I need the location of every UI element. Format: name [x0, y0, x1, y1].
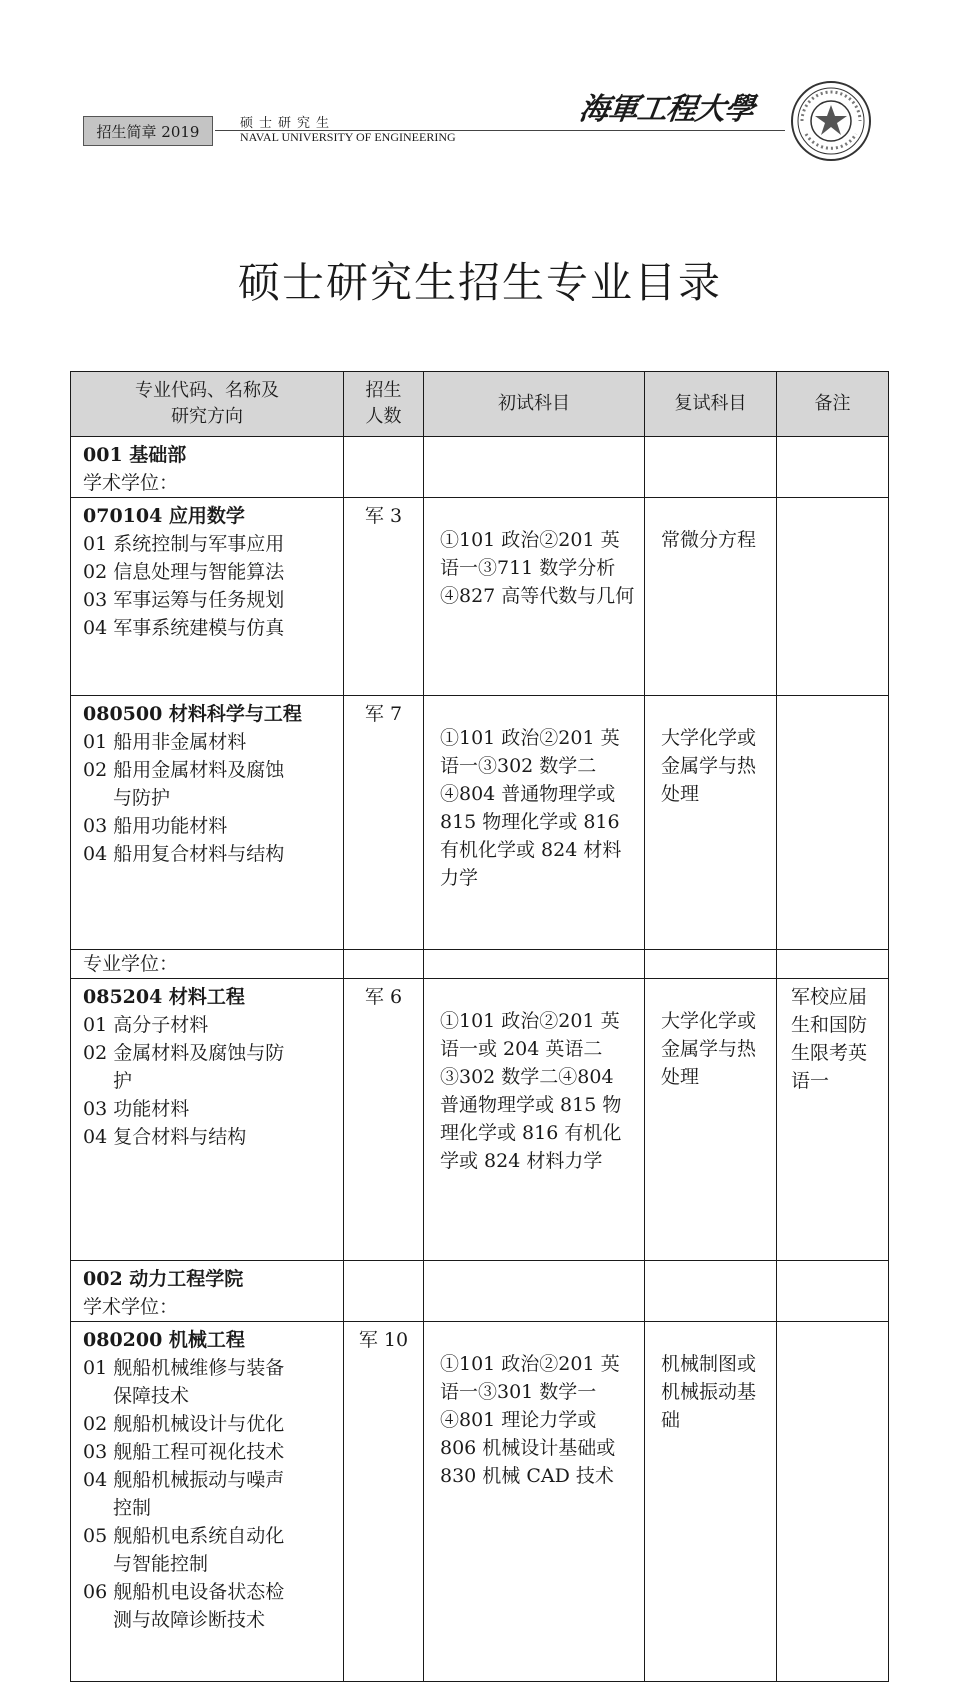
retest-cell: 机械制图或机械振动基础	[645, 1322, 777, 1682]
page-title: 硕士研究生招生专业目录	[237, 258, 722, 307]
header-quota	[344, 372, 424, 437]
empty-cell	[344, 437, 424, 498]
direction: 02 信息处理与智能算法	[83, 561, 285, 583]
first-exam-cell: ①101 政治②201 英语一③301 数学一④801 理论力学或 806 机械设计基础或 830 机械 CAD 技术	[424, 1322, 645, 1682]
header-notes: 备注	[777, 372, 889, 437]
empty-cell	[777, 1261, 889, 1322]
major-cell	[71, 1322, 344, 1682]
direction: 01 船用非金属材料	[83, 731, 247, 753]
direction: 06 舰船机电设备状态检	[83, 1581, 285, 1603]
direction: 02 船用金属材料及腐蚀	[83, 759, 285, 781]
university-seal-icon	[790, 80, 872, 162]
direction: 01 系统控制与军事应用	[83, 533, 285, 555]
retest-cell: 常微分方程	[645, 498, 777, 696]
major-code: 085204 材料工程	[83, 986, 245, 1008]
quota-cell: 军 3	[344, 498, 424, 696]
direction: 01 高分子材料	[83, 1014, 209, 1036]
direction: 04 复合材料与结构	[83, 1126, 247, 1148]
direction: 04 船用复合材料与结构	[83, 843, 285, 865]
direction: 05 舰船机电系统自动化	[83, 1525, 285, 1547]
header-subtitle-cn: 硕士研究生	[240, 116, 336, 131]
quota-cell: 军 6	[344, 979, 424, 1261]
university-calligraphy-logo: 海軍工程大學	[577, 92, 756, 127]
header-subtitle-en: NAVAL UNIVERSITY OF ENGINEERING	[240, 130, 456, 144]
major-cell	[71, 696, 344, 950]
table-row	[71, 437, 889, 498]
major-cell	[71, 979, 344, 1261]
header-retest: 复试科目	[645, 372, 777, 437]
retest-cell: 大学化学或金属学与热处理	[645, 696, 777, 950]
table-row	[71, 1261, 889, 1322]
department-cell	[71, 437, 344, 498]
first-exam-cell: ①101 政治②201 英语一③711 数学分析④827 高等代数与几何	[424, 498, 645, 696]
empty-cell	[344, 1261, 424, 1322]
empty-cell	[344, 950, 424, 979]
first-exam-cell: ①101 政治②201 英语一或 204 英语二③302 数学二④804 普通物理学或 815 物理化学或 816 有机化学或 824 材料力学	[424, 979, 645, 1261]
empty-cell	[777, 950, 889, 979]
quota-cell: 军 7	[344, 696, 424, 950]
table-row	[71, 950, 889, 979]
direction-continued: 保障技术	[113, 1385, 190, 1407]
direction: 03 舰船工程可视化技术	[83, 1441, 285, 1463]
empty-cell	[424, 1261, 645, 1322]
direction: 03 军事运筹与任务规划	[83, 589, 285, 611]
empty-cell	[777, 437, 889, 498]
retest-cell: 大学化学或金属学与热处理	[645, 979, 777, 1261]
table-header-row	[71, 372, 889, 437]
empty-cell	[645, 950, 777, 979]
direction-continued: 与智能控制	[113, 1553, 209, 1575]
program-catalog-table	[70, 371, 889, 1682]
direction-continued: 测与故障诊断技术	[113, 1609, 266, 1631]
direction: 03 功能材料	[83, 1098, 190, 1120]
empty-cell	[777, 498, 889, 696]
direction: 02 金属材料及腐蚀与防	[83, 1042, 285, 1064]
major-code: 080500 材料科学与工程	[83, 703, 302, 725]
direction: 03 船用功能材料	[83, 815, 228, 837]
notes-cell: 军校应届生和国防生限考英语一	[777, 979, 889, 1261]
direction: 01 舰船机械维修与装备	[83, 1357, 285, 1379]
empty-cell	[777, 696, 889, 950]
table-row	[71, 696, 889, 950]
major-code: 070104 应用数学	[83, 505, 245, 527]
degree-type: 学术学位：	[83, 1296, 179, 1318]
header-program	[71, 372, 344, 437]
department-name: 001 基础部	[83, 444, 187, 466]
header-first-exam: 初试科目	[424, 372, 645, 437]
department-name: 002 动力工程学院	[83, 1268, 244, 1290]
table-row	[71, 1322, 889, 1682]
direction-continued: 与防护	[113, 787, 171, 809]
empty-cell	[424, 950, 645, 979]
empty-cell	[777, 1322, 889, 1682]
first-exam-cell: ①101 政治②201 英语一③302 数学二④804 普通物理学或 815 物理化学或 816 有机化学或 824 材料力学	[424, 696, 645, 950]
direction-continued: 护	[113, 1070, 133, 1092]
major-cell	[71, 498, 344, 696]
table-row	[71, 498, 889, 696]
empty-cell	[645, 1261, 777, 1322]
header-program-line1: 专业代码、名称及	[135, 380, 279, 401]
brochure-badge: 招生简章 2019	[83, 116, 213, 146]
direction: 04 舰船机械振动与噪声	[83, 1469, 285, 1491]
empty-cell	[645, 437, 777, 498]
department-cell	[71, 1261, 344, 1322]
header-quota-line1: 招生	[365, 380, 402, 401]
header-program-line2: 研究方向	[171, 406, 243, 427]
major-code: 080200 机械工程	[83, 1329, 245, 1351]
empty-cell	[424, 437, 645, 498]
direction-continued: 控制	[113, 1497, 152, 1519]
header-quota-line2: 人数	[365, 406, 402, 427]
direction: 02 舰船机械设计与优化	[83, 1413, 285, 1435]
degree-type: 学术学位：	[83, 472, 179, 494]
degree-type: 专业学位：	[71, 950, 344, 979]
quota-cell: 军 10	[344, 1322, 424, 1682]
direction: 04 军事系统建模与仿真	[83, 617, 285, 639]
table-row	[71, 979, 889, 1261]
